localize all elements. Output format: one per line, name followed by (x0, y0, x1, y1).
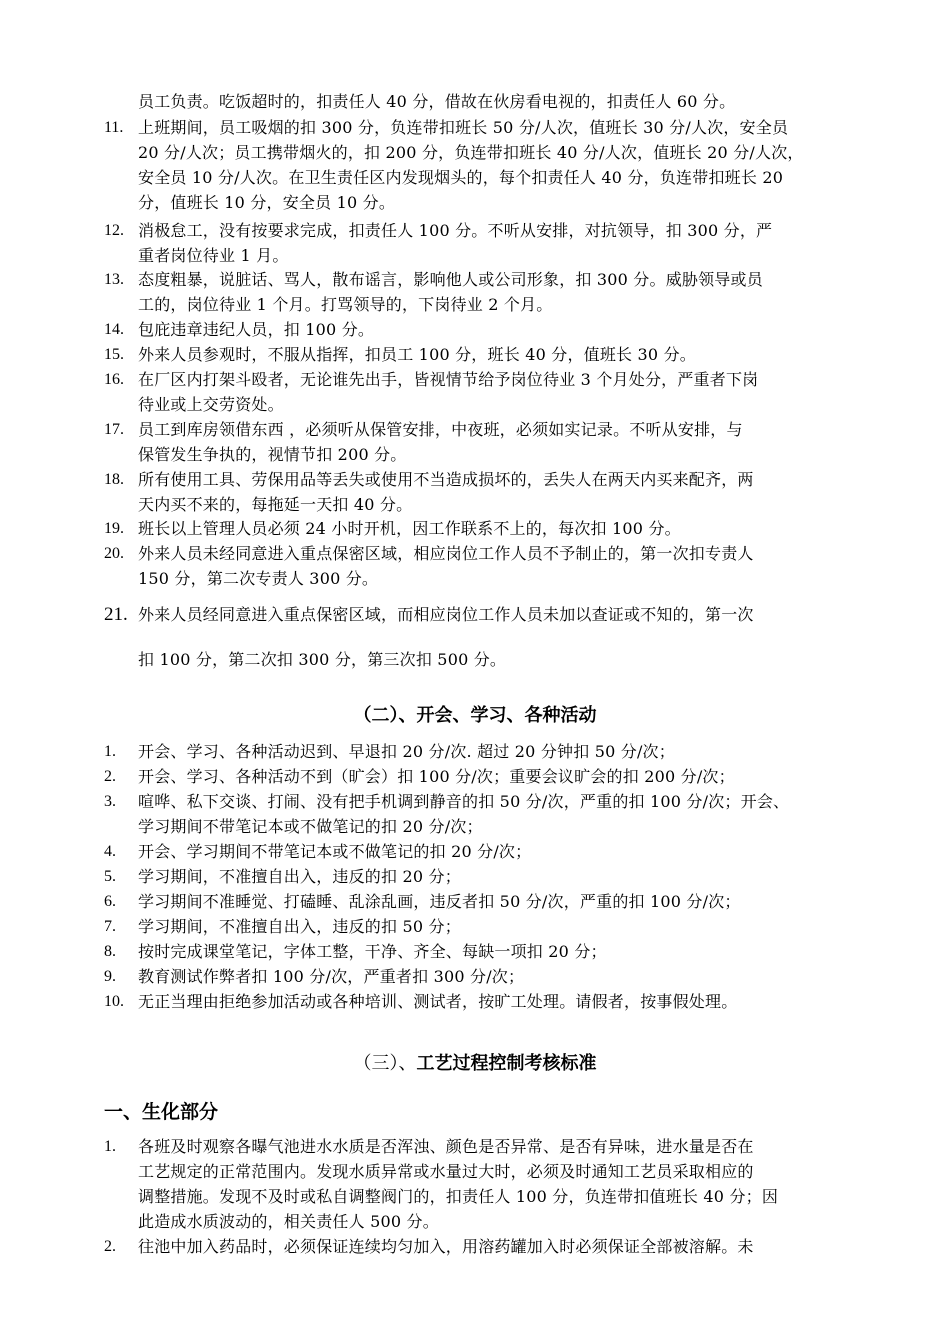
list-item-text-line: 待业或上交劳资处。 (138, 395, 284, 414)
list-item-text-line: 班长以上管理人员必须 24 小时开机，因工作联系不上的，每次扣 100 分。 (138, 519, 681, 538)
section-two-heading: （二）、开会、学习、各种活动 (353, 705, 597, 726)
list-item-number: 12. (104, 222, 124, 239)
list-item-text-line: 扣 100 分，第二次扣 300 分，第三次扣 500 分。 (138, 650, 507, 669)
list-item-text-line: 各班及时观察各曝气池进水水质是否浑浊、颜色是否异常、是否有异味，进水量是否在 (138, 1137, 754, 1156)
list-item-text-line: 所有使用工具、劳保用品等丢失或使用不当造成损坏的，丢失人在两天内买来配齐，两 (138, 470, 754, 489)
list-item-number: 2. (104, 1238, 116, 1255)
list-item-text-line: 保管发生争执的，视情节扣 200 分。 (138, 445, 407, 464)
list-item-number: 16. (104, 371, 124, 388)
list-item-number: 1. (104, 743, 116, 760)
list-item-text-line: 外来人员未经同意进入重点保密区域，相应岗位工作人员不予制止的，第一次扣专责人 (138, 544, 754, 563)
list-item-number: 5. (104, 868, 116, 885)
list-item-text-line: 员工负责。吃饭超时的，扣责任人 40 分，借故在伙房看电视的，扣责任人 60 分。 (138, 92, 736, 111)
list-item-text-line: 工的，岗位待业 1 个月。打骂领导的，下岗待业 2 个月。 (138, 295, 553, 314)
list-item-number: 1. (104, 1138, 116, 1155)
list-item-number: 18. (104, 471, 124, 488)
list-item-text-line: 工艺规定的正常范围内。发现水质异常或水量过大时，必须及时通知工艺员采取相应的 (138, 1162, 754, 1181)
list-item-number: 21. (104, 604, 128, 625)
list-item-number: 15. (104, 346, 124, 363)
list-item-number: 9. (104, 968, 116, 985)
list-item-text-line: 在厂区内打架斗殴者，无论谁先出手，皆视情节给予岗位待业 3 个月处分，严重者下岗 (138, 370, 759, 389)
list-item-text-line: 员工到库房领借东西 ，必须听从保管安排，中夜班，必须如实记录。不听从安排，与 (138, 420, 743, 439)
list-item-text-line: 150 分，第二次专责人 300 分。 (138, 569, 379, 588)
list-item-number: 3. (104, 793, 116, 810)
list-item-text-line: 学习期间，不准擅自出入，违反的扣 20 分； (138, 867, 461, 886)
list-item-number: 8. (104, 943, 116, 960)
list-item-text-line: 学习期间不准睡觉、打磕睡、乱涂乱画，违反者扣 50 分/次，严重的扣 100 分/次； (138, 892, 741, 911)
list-item-text-line: 此造成水质波动的，相关责任人 500 分。 (138, 1212, 439, 1231)
list-item-text-line: 喧哗、私下交谈、打闹、没有把手机调到静音的扣 50 分/次，严重的扣 100 分/次；开会、 (138, 792, 790, 811)
list-item-number: 13. (104, 271, 124, 288)
list-item-number: 20. (104, 545, 124, 562)
list-item-text-line: 上班期间，员工吸烟的扣 300 分，负连带扣班长 50 分/人次，值班长 30 分/人次，安全员 (138, 118, 789, 137)
list-item-number: 2. (104, 768, 116, 785)
list-item-text-line: 外来人员参观时，不服从指挥，扣员工 100 分，班长 40 分，值班长 30 分。 (138, 345, 696, 364)
list-item-text-line: 重者岗位待业 1 月。 (138, 246, 289, 265)
list-item-number: 4. (104, 843, 116, 860)
section-three-heading (0, 1050, 950, 1078)
list-item-number: 7. (104, 918, 116, 935)
list-item-text-line: 包庇违章违纪人员，扣 100 分。 (138, 320, 375, 339)
list-item-text-line: 天内买不来的，每拖延一天扣 40 分。 (138, 495, 413, 514)
list-item-text-line: 按时完成课堂笔记，字体工整，干净、齐全、每缺一项扣 20 分； (138, 942, 607, 961)
list-item-number: 19. (104, 520, 124, 537)
list-item-text-line: 学习期间，不准擅自出入，违反的扣 50 分； (138, 917, 461, 936)
list-item-number: 17. (104, 421, 124, 438)
list-item-text-line: 学习期间不带笔记本或不做笔记的扣 20 分/次； (138, 817, 483, 836)
section-three-heading-prefix: （三）、 (353, 1053, 417, 1074)
biochemical-subheading: 一、生化部分 (104, 1101, 219, 1123)
list-item-text-line: 分，值班长 10 分，安全员 10 分。 (138, 193, 396, 212)
list-item-text-line: 开会、学习、各种活动迟到、早退扣 20 分/次. 超过 20 分钟扣 50 分/次； (138, 742, 675, 761)
list-item-text-line: 外来人员经同意进入重点保密区域，而相应岗位工作人员未加以查证或不知的，第一次 (138, 605, 754, 624)
list-item-text-line: 调整措施。发现不及时或私自调整阀门的，扣责任人 100 分，负连带扣值班长 40 分；因 (138, 1187, 779, 1206)
section-three-heading-title: 工艺过程控制考核标准 (416, 1053, 597, 1074)
list-item-text-line: 安全员 10 分/人次。在卫生责任区内发现烟头的，每个扣责任人 40 分，负连带扣班长 20 (138, 168, 784, 187)
list-item-text-line: 教育测试作弊者扣 100 分/次，严重者扣 300 分/次； (138, 967, 525, 986)
list-item-text-line: 态度粗暴，说脏话、骂人，散布谣言，影响他人或公司形象，扣 300 分。威胁领导或员 (138, 270, 763, 289)
list-item-text-line: 消极怠工，没有按要求完成，扣责任人 100 分。不听从安排，对抗领导，扣 300 分，严 (138, 221, 773, 240)
list-item-text-line: 往池中加入药品时，必须保证连续均匀加入，用溶药罐加入时必须保证全部被溶解。未 (138, 1237, 754, 1256)
list-item-number: 6. (104, 893, 116, 910)
list-item-text-line: 开会、学习、各种活动不到（旷会）扣 100 分/次；重要会议旷会的扣 200 分/次； (138, 767, 735, 786)
list-item-text-line: 20 分/人次；员工携带烟火的，扣 200 分，负连带扣班长 40 分/人次，值班长 20 分/人次， (138, 143, 804, 162)
list-item-text-line: 无正当理由拒绝参加活动或各种培训、测试者，按旷工处理。请假者，按事假处理。 (138, 992, 738, 1011)
list-item-number: 11. (104, 119, 124, 136)
list-item-number: 14. (104, 321, 124, 338)
list-item-number: 10. (104, 993, 124, 1010)
list-item-text-line: 开会、学习期间不带笔记本或不做笔记的扣 20 分/次； (138, 842, 532, 861)
